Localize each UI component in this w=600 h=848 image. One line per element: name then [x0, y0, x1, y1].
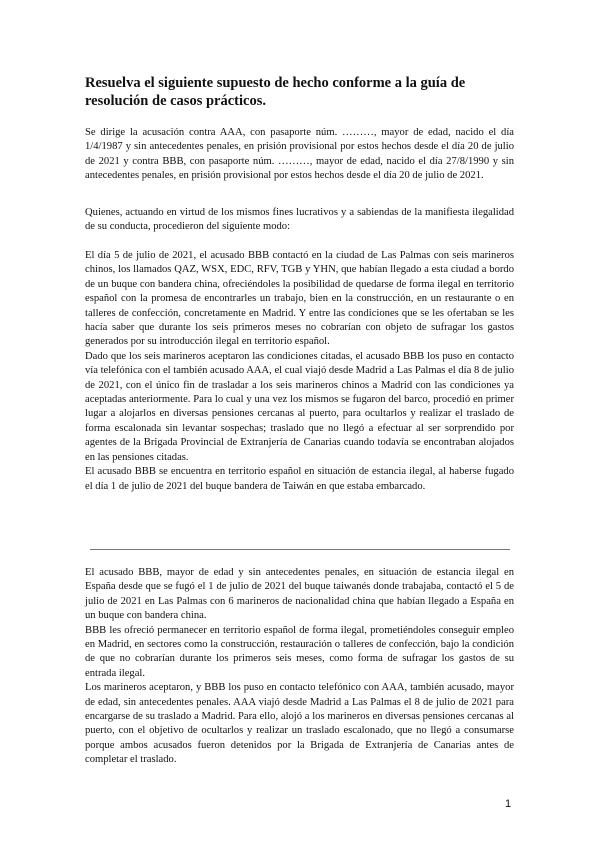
summary-section [85, 566, 514, 768]
fact-paragraph: El día 5 de julio de 2021, el acusado BBB contactó en la ciudad de Las Palmas con seis marineros chinos, los llamados QAZ, WSX, EDC, RFV, TGB y YHN, que habían llegado a esta ciudad a bordo de un buque con bandera china, ofreciéndoles la posibilidad de quedarse de forma ilegal en territorio español con la promesa de encontrarles un trabajo, bien en la construcción, en un restaurante o en talleres de confección, concretamente en Madrid. Y entre las condiciones que se les ofertaban se les hacía saber que durante los seis primeros meses no cobrarían con objeto de sufragar los gastos generados por su introducción ilegal en territorio español. [85, 250, 514, 348]
summary-paragraph: Los marineros aceptaron, y BBB los puso en contacto telefónico con AAA, también acusado, mayor de edad, sin antecedentes penales. AAA viajó desde Madrid a Las Palmas el 8 de julio de 2021 para encargarse de su traslado a Madrid. Para ello, alojó a los marineros en diversas pensiones cercanas al puerto, con el objetivo de ocultarlos y realizar un traslado escalonado, que no llegó a consumarse porque ambos acusados fueron detenidos por la Brigada de Extranjería de Canarias antes de completar el traslado. [85, 682, 514, 766]
summary-paragraph: BBB les ofreció permanecer en territorio español de forma ilegal, prometiéndoles conseguir empleo en Madrid, en sectores como la construcción, restauración o talleres de confección, bajo la condición de que no cobrarían durante los primeros seis meses, como forma de sufragar los gastos de su entrada ilegal. [85, 624, 514, 679]
fact-paragraph: El acusado BBB se encuentra en territorio español en situación de estancia ilegal, al haberse fugado el día 1 de julio de 2021 del buque bandera de Taiwán en que estaba embarcado. [85, 466, 514, 492]
intro-text: Se dirige la acusación contra AAA, con pasaporte núm. ………, mayor de edad, nacido el día 1/4/1987 y sin antecedentes penales, en prisión provisional por estos hechos desde el día 20 de julio de 2021 y contra BBB, con pasaporte núm. ………, mayor de edad, nacido el día 27/8/1990 y sin antecedentes penales, en prisión provisional por estos hechos desde el día 20 de julio de 2021. [85, 127, 514, 182]
conduct-paragraph [85, 206, 514, 235]
section-divider [90, 549, 510, 550]
summary-paragraph: El acusado BBB, mayor de edad y sin antecedentes penales, en situación de estancia ilegal en España desde que se fugó el 1 de julio de 2021 del buque taiwanés donde trabajaba, contactó el 5 de julio de 2021 en Las Palmas con 6 marineros de nacionalidad china que habían llegado a España en un buque con bandera china. [85, 567, 514, 622]
accusation-paragraph [85, 126, 514, 184]
quienes-text: Quienes, actuando en virtud de los mismos fines lucrativos y a sabiendas de la manifiesta ilegalidad de su conducta, procedieron del siguiente modo: [85, 207, 514, 233]
page-number: 1 [505, 798, 512, 810]
fact-paragraph: Dado que los seis marineros aceptaron las condiciones citadas, el acusado BBB los puso en contacto vía telefónica con el también acusado AAA, el cual viajó desde Madrid a Las Palmas el día 8 de julio de 2021, con el único fin de trasladar a los seis marineros chinos a Madrid con las condiciones ya aceptadas anteriormente. Para lo cual y una vez los mismos se fugaron del barco, procedió en primer lugar a alojarlos en diversas pensiones cercanas al puerto, para ocultarlos y realizar el traslado de forma escalonada sin levantar sospechas; traslado que no llegó a efectuar al ser sorprendido por agentes de la Brigada Provincial de Extranjería de Canarias cuando todavía se encontraban alojados en las pensiones citadas. [85, 350, 514, 463]
facts-section [85, 249, 514, 494]
page-title: Resuelva el siguiente supuesto de hecho conforme a la guía de resolución de casos prácticos. [85, 75, 466, 109]
